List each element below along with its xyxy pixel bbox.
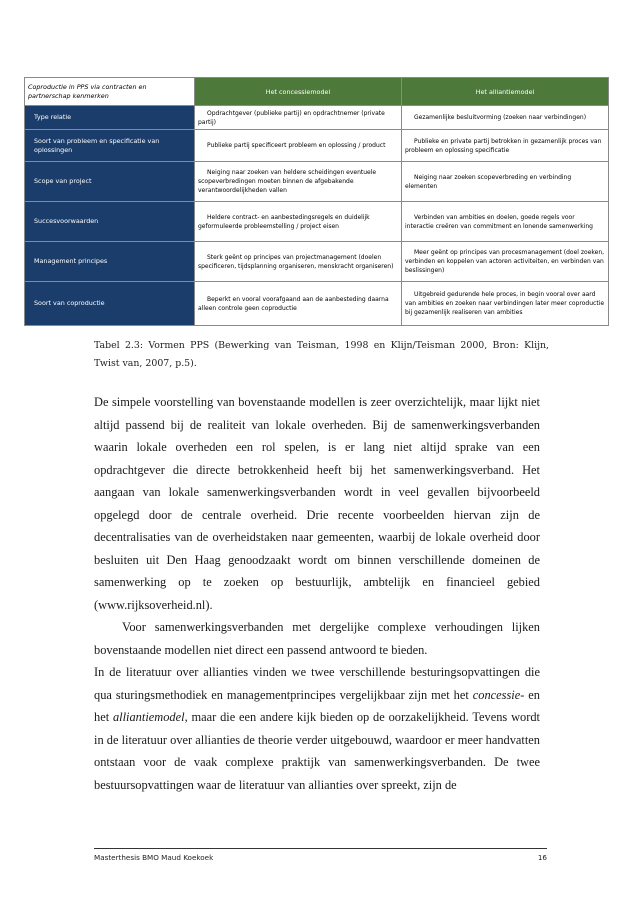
row-label: Scope van project	[25, 162, 195, 202]
cell-text: Gezamenlijke besluitvorming (zoeken naar verbindingen)	[414, 114, 587, 121]
cell-concessie	[195, 242, 402, 282]
cell-concessie	[195, 282, 402, 326]
cell-text: Publieke partij specificeert probleem en oplossing / product	[207, 142, 386, 149]
cell-text: Neiging naar zoeken scopeverbreding en verbinding elementen	[405, 173, 572, 190]
row-label: Type relatie	[25, 106, 195, 130]
cell-alliantie	[402, 242, 609, 282]
emphasis-concessie: concessie-	[472, 687, 525, 702]
paragraph: Voor samenwerkingsverbanden met dergelijke complexe verhoudingen lijken bovenstaande modellen niet direct een passend antwoord te bieden.	[94, 620, 540, 657]
page-number: 16	[537, 853, 547, 862]
cell-text: Opdrachtgever (publieke partij) en opdrachtnemer (private partij)	[198, 109, 385, 126]
paragraph: De simpele voorstelling van bovenstaande modellen is zeer overzichtelijk, maar lijkt niet altijd passend bij de realiteit van lokale overheden. Bij de samenwerkingsverbanden waarin lokale overheden een rol spelen, is er lang niet altijd sprake van een opdrachtgever die directe betrokkenheid heeft bij het samenwerkingsverband. Het aangaan van lokale samenwerkingsverbanden wordt in veel gevallen bijvoorbeeld opgelegd door de centrale overheid. Drie recente voorbeelden hiervan zijn de decentralisaties van de overheidstaken naar gemeenten, waarbij de lokale overheid door besluiten uit Den Haag genoodzaakt wordt om binnen verschillende domeinen de samenwerking op te zoeken op bestuurlijk, ambtelijk en financieel gebied (www.rijksoverheid.nl).	[94, 395, 540, 612]
row-label: Soort van coproductie	[25, 282, 195, 326]
page-footer	[94, 853, 547, 862]
paragraph-text: , maar die een andere kijk bieden op de oorzakelijkheid. Tevens wordt in de literatuur over allianties de theorie verder uitgebouwd, waardoor er meer handvatten ontstaan voor de vaak complexe praktijk van samenwerkingsverbanden. De twee bestuursopvattingen waar de literatuur van allianties over spreekt, zijn de	[94, 710, 540, 792]
cell-text: Heldere contract- en aanbestedingsregels en duidelijk geformuleerde probleemstelling / project eisen	[198, 213, 370, 230]
emphasis-alliantiemodel: alliantiemodel	[112, 710, 185, 724]
cell-text: Neiging naar zoeken van heldere scheidingen eventuele scopeverbredingen moeten binnen de afgebakende verantwoordelijkheden vallen	[198, 169, 377, 194]
table-row	[25, 282, 609, 326]
cell-concessie	[195, 130, 402, 162]
cell-text: Meer geënt op principes van procesmanagement (doel zoeken, verbinden en koppelen van actoren activiteiten, en verbinden van beslissingen)	[405, 249, 605, 274]
column-header-alliantiemodel: Het alliantiemodel	[402, 78, 609, 106]
row-label: Management principes	[25, 242, 195, 282]
paragraph-text: en het	[94, 687, 540, 724]
column-header-concessiemodel: Het concessiemodel	[195, 78, 402, 106]
cell-text: Sterk geënt op principes van projectmanagement (doelen specificeren, tijdsplanning organiseren, menskracht organiseren)	[198, 253, 394, 270]
pps-comparison-table	[24, 77, 609, 326]
cell-concessie	[195, 162, 402, 202]
row-label: Succesvoorwaarden	[25, 202, 195, 242]
cell-concessie	[195, 202, 402, 242]
table-corner-header: Coproductie in PPS via contracten en partnerschap kenmerken	[25, 78, 195, 106]
table-caption: Tabel 2.3: Vormen PPS (Bewerking van Teisman, 1998 en Klijn/Teisman 2000, Bron: Klijn, Twist van, 2007, p.5).	[94, 340, 549, 369]
cell-text: Uitgebreid gedurende hele proces, in begin vooral over aard van ambities en zoeken naar verbindingen later meer coproductie bij gezamenlijk realiseren van ambities	[405, 291, 605, 316]
table-row	[25, 202, 609, 242]
table-row	[25, 130, 609, 162]
paragraph	[94, 661, 540, 796]
cell-alliantie	[402, 106, 609, 130]
cell-alliantie	[402, 282, 609, 326]
footer-divider	[94, 848, 547, 849]
cell-concessie	[195, 106, 402, 130]
cell-text: Publieke en private partij betrokken in gezamenlijk proces van probleem en oplossing specificatie	[405, 137, 602, 154]
body-text	[94, 391, 540, 796]
table-row	[25, 242, 609, 282]
row-label: Soort van probleem en specificatie van oplossingen	[25, 130, 195, 162]
cell-text: Beperkt en vooral voorafgaand aan de aanbesteding daarna alleen controle geen coproductie	[198, 295, 389, 312]
footer-author: Masterthesis BMO Maud Koekoek	[94, 853, 214, 862]
table-row	[25, 162, 609, 202]
table-row	[25, 106, 609, 130]
cell-alliantie	[402, 130, 609, 162]
cell-text: Verbinden van ambities en doelen, goede regels voor interactie creëren van commitment en lonende samenwerking	[405, 213, 593, 230]
paragraph-text: In de literatuur over allianties vinden we twee verschillende besturingsopvattingen die qua sturingsmethodiek en managementprincipes vergelijkbaar zijn met het	[94, 665, 540, 702]
table-header-row	[25, 78, 609, 106]
cell-alliantie	[402, 162, 609, 202]
cell-alliantie	[402, 202, 609, 242]
